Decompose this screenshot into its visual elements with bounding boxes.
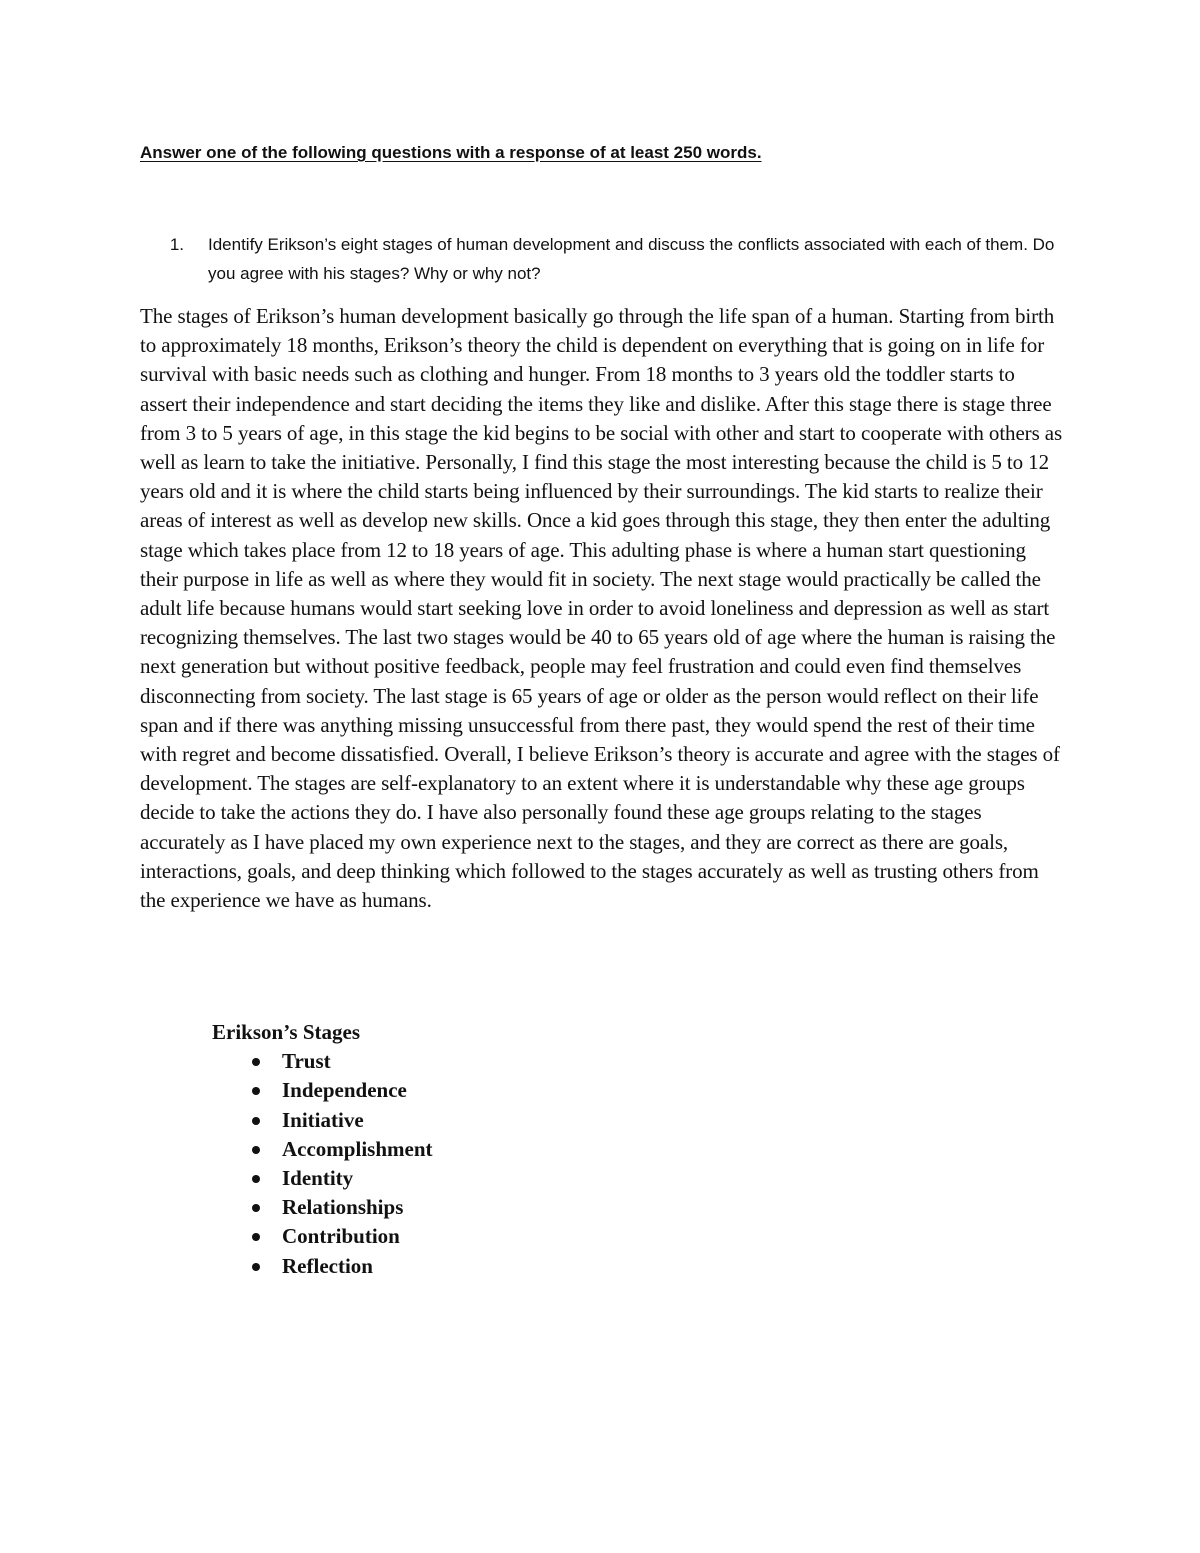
bullet-icon [252,1087,260,1095]
question-number: 1. [169,235,184,254]
bullet-icon [252,1204,260,1212]
list-item [212,1106,712,1135]
bullet-icon [252,1146,260,1154]
list-item [212,1252,712,1281]
question-list [140,230,1060,288]
answer-paragraph: The stages of Erikson’s human development basically go through the life span of a human. Starting from birth to approximately 18 months, Erikson’s theory the child is dependent on everything that is going on in life for survival with basic needs such as clothing and hunger. From 18 months to 3 years old the toddler starts to assert their independence and start deciding the items they like and dislike. After this stage there is stage three from 3 to 5 years of age, in this stage the kid begins to be social with other and start to cooperate with others as well as learn to take the initiative. Personally, I find this stage the most interesting because the child is 5 to 12 years old and it is where the child starts being influenced by their surroundings. The kid starts to realize their areas of interest as well as develop new skills. Once a kid goes through this stage, they then enter the adulting stage which takes place from 12 to 18 years of age. This adulting phase is where a human start questioning their purpose in life as well as where they would fit in society. The next stage would practically be called the adult life because humans would start seeking love in order to avoid loneliness and depression as well as start recognizing themselves. The last two stages would be 40 to 65 years old of age where the human is raising the next generation but without positive feedback, people may feel frustration and could even find themselves disconnecting from society. The last stage is 65 years of age or older as the person would reflect on their life span and if there was anything missing unsuccessful from there past, they would spend the rest of their time with regret and become dissatisfied. Overall, I believe Erikson’s theory is accurate and agree with the stages of development. The stages are self-explanatory to an extent where it is understandable why these age groups decide to take the actions they do. I have also personally found these age groups relating to the stages accurately as I have placed my own experience next to the stages, and they are correct as there are goals, interactions, goals, and deep thinking which followed to the stages accurately as well as trusting others from the experience we have as humans. [140,304,1063,913]
stage-label: Identity [282,1166,354,1191]
list-item [212,1135,712,1164]
bullet-icon [252,1058,260,1066]
stage-label: Accomplishment [282,1136,433,1161]
bullet-icon [252,1117,260,1125]
list-item [212,1047,712,1076]
stage-label: Initiative [282,1107,364,1132]
stages-list [212,1047,712,1281]
stage-label: Relationships [282,1195,404,1220]
list-item [212,1164,712,1193]
bullet-icon [252,1233,260,1241]
stage-label: Trust [282,1049,331,1074]
list-item [212,1076,712,1105]
stages-title: Erikson’s Stages [212,1020,360,1044]
question-item [140,230,1060,288]
stage-label: Independence [282,1078,407,1103]
stage-label: Contribution [282,1224,400,1249]
question-text: Identify Erikson’s eight stages of human development and discuss the conflicts associated with each of them. Do you agree with his stages? Why or why not? [208,235,1055,283]
bullet-icon [252,1263,260,1271]
stage-label: Reflection [282,1253,373,1278]
list-item [212,1193,712,1222]
assignment-heading: Answer one of the following questions with a response of at least 250 words. [140,143,762,162]
list-item [212,1222,712,1251]
stages-section [212,1018,712,1281]
bullet-icon [252,1175,260,1183]
